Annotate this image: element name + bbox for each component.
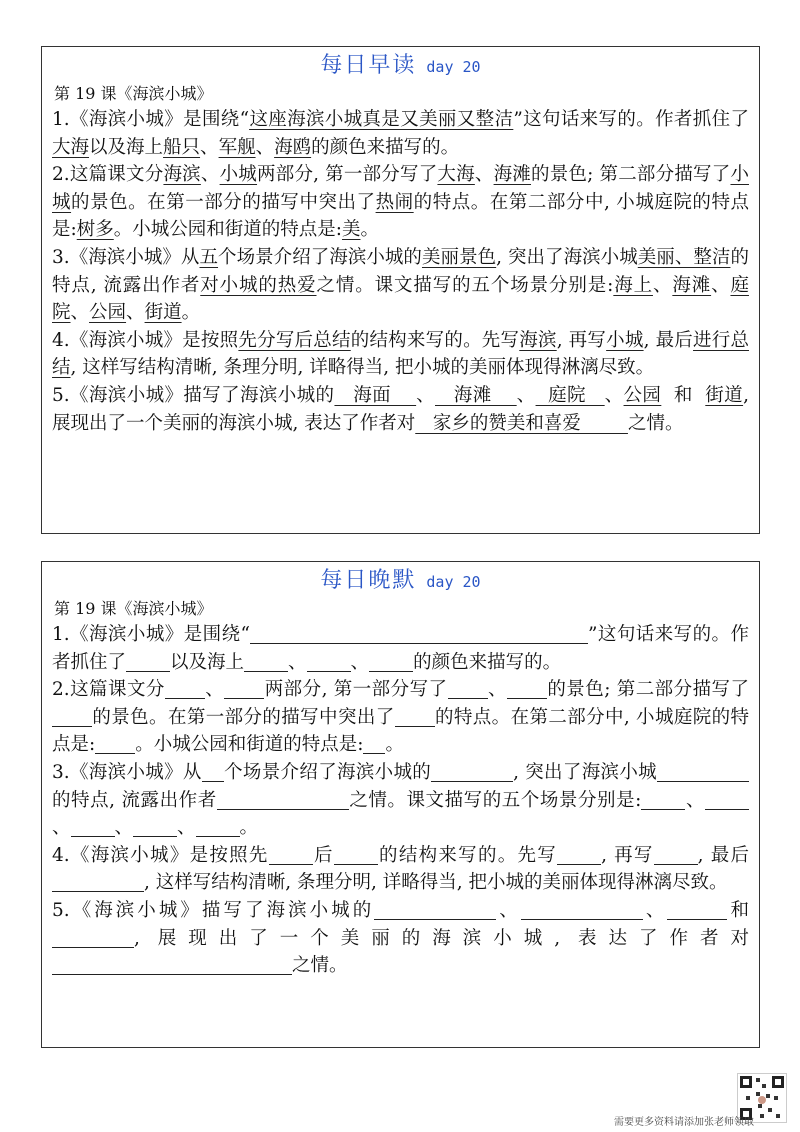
morning-question-2: 2.这篇课文分海滨、小城两部分, 第一部分写了大海、海滩的景色; 第二部分描写了小城的景色。在第一部分的描写中突出了热闹的特点。在第二部分中, 小城庭院的特点是:树多。小城公园和街道的特点是:美。 <box>52 164 749 241</box>
blank[interactable] <box>307 652 351 672</box>
blank[interactable] <box>202 762 224 782</box>
morning-question-3: 3.《海滨小城》从五个场景介绍了海滨小城的美丽景色, 突出了海滨小城美丽、整洁的特点, 流露出作者对小城的热爱之情。课文描写的五个场景分别是:海上、海滩、庭院、公园、街道。 <box>52 246 749 324</box>
blank[interactable] <box>244 652 288 672</box>
blank[interactable] <box>641 790 685 810</box>
morning-question-5: 5.《海滨小城》描写了海滨小城的 海面 、 海滩 、 庭院 、公园 和 街道, 展现出了一个美丽的海滨小城, 表达了作者对 家乡的赞美和喜爱 之情。 <box>52 384 755 434</box>
evening-question-1: 1.《海滨小城》是围绕“ ”这句话来写的。作者抓住了 以及海上 、 、 的颜色来描写的。 <box>52 624 749 673</box>
blank[interactable] <box>52 873 144 893</box>
blank[interactable] <box>52 928 134 948</box>
blank[interactable] <box>374 900 496 920</box>
evening-question-5: 5.《海滨小城》描写了海滨小城的 、 、 和, 展现出了一个美丽的海滨小城, 表达了作者对之情。 <box>52 899 749 977</box>
morning-question-1: 1.《海滨小城》是围绕“这座海滨小城真是又美丽又整洁”这句话来写的。作者抓住了大海以及海上船只、军舰、海鸥的颜色来描写的。 <box>52 109 749 158</box>
blank[interactable] <box>363 735 385 755</box>
blank[interactable] <box>71 818 115 838</box>
morning-reading-card <box>41 46 760 534</box>
evening-lesson-heading: 第 19 课《海滨小城》 <box>54 599 213 618</box>
blank[interactable] <box>52 956 292 976</box>
evening-question-3: 3.《海滨小城》从 个场景介绍了海滨小城的 , 突出了海滨小城的特点, 流露出作者 之情。课文描写的五个场景分别是: 、、 、 、 。 <box>52 759 749 842</box>
blank[interactable] <box>250 625 588 645</box>
blank[interactable] <box>369 652 413 672</box>
blank[interactable] <box>269 845 313 865</box>
blank[interactable] <box>52 707 92 727</box>
blank[interactable] <box>95 735 135 755</box>
blank[interactable] <box>126 652 170 672</box>
evening-question-2: 2.这篇课文分 、 两部分, 第一部分写了 、 的景色; 第二部分描写了的景色。在第一部分的描写中突出了 的特点。在第二部分中, 小城庭院的特点是: 。小城公园和街道的特点是: 。 <box>52 679 749 756</box>
footer-note: 需要更多资料请添加张老师领取 <box>614 1117 754 1128</box>
blank[interactable] <box>557 845 601 865</box>
blank[interactable] <box>133 818 177 838</box>
blank[interactable] <box>448 680 488 700</box>
blank[interactable] <box>395 707 435 727</box>
evening-title: 每日晚默 day 20 <box>320 568 481 593</box>
morning-title: 每日早读 day 20 <box>320 53 481 78</box>
blank[interactable] <box>334 845 378 865</box>
blank[interactable] <box>165 680 205 700</box>
blank[interactable] <box>217 790 349 810</box>
blank[interactable] <box>507 680 547 700</box>
blank[interactable] <box>224 680 264 700</box>
morning-lesson-heading: 第 19 课《海滨小城》 <box>54 84 213 103</box>
blank[interactable] <box>521 900 643 920</box>
evening-dictation-card <box>41 561 760 1048</box>
blank[interactable] <box>657 762 749 782</box>
blank[interactable] <box>654 845 698 865</box>
blank[interactable] <box>667 900 727 920</box>
evening-question-4: 4.《海滨小城》是按照先 后 的结构来写的。先写 , 再写 , 最后, 这样写结构清晰, 条理分明, 详略得当, 把小城的美丽体现得淋漓尽致。 <box>52 844 749 894</box>
blank[interactable] <box>431 762 513 782</box>
blank[interactable] <box>705 790 749 810</box>
morning-question-4: 4.《海滨小城》是按照先分写后总结的结构来写的。先写海滨, 再写小城, 最后进行总结, 这样写结构清晰, 条理分明, 详略得当, 把小城的美丽体现得淋漓尽致。 <box>52 329 749 379</box>
blank[interactable] <box>196 818 240 838</box>
